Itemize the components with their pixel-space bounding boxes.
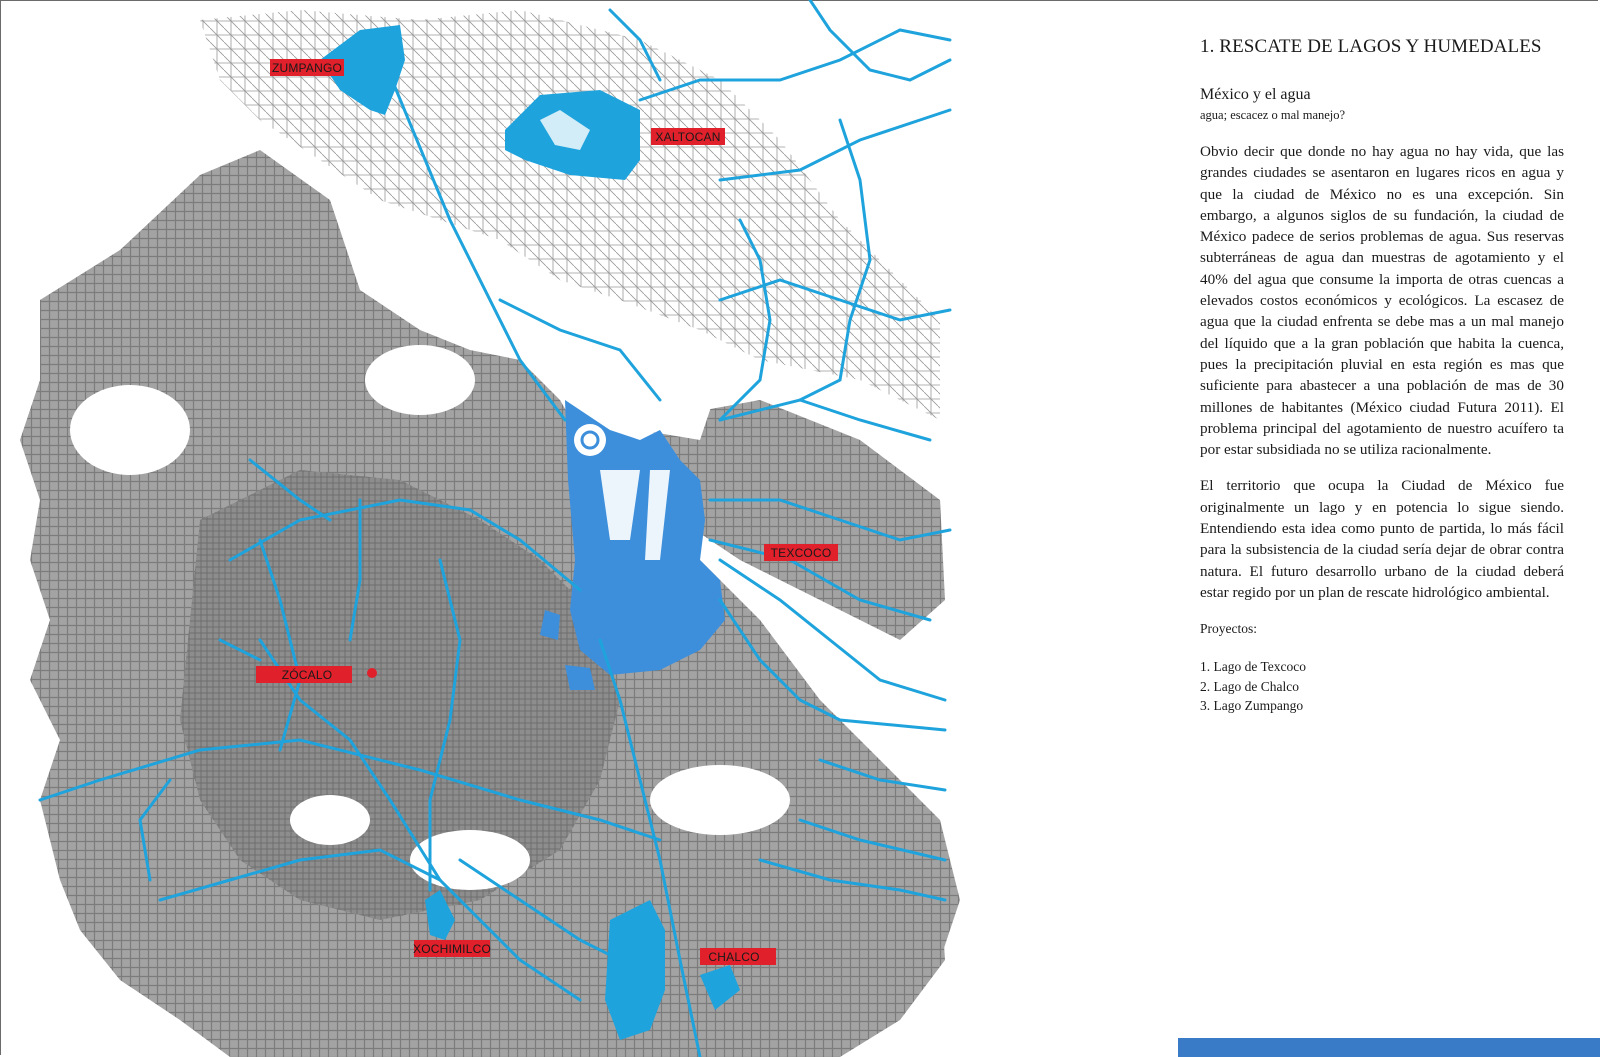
svg-text:ZÓCALO: ZÓCALO	[281, 668, 333, 682]
map-label-zumpango	[270, 59, 344, 76]
map-label-xochimilco	[413, 940, 491, 957]
article-question: agua; escacez o mal manejo?	[1200, 108, 1346, 122]
project-item: 3. Lago Zumpango	[1200, 698, 1304, 714]
open-space	[70, 385, 190, 475]
project-item: 2. Lago de Chalco	[1200, 678, 1299, 694]
section-title: 1. RESCATE DE LAGOS Y HUMEDALES	[1200, 36, 1542, 57]
open-space	[290, 795, 370, 845]
map-label-chalco	[700, 948, 776, 965]
accent-bar	[1178, 1038, 1600, 1057]
texcoco-roundabout	[574, 424, 606, 456]
svg-text:XALTOCAN: XALTOCAN	[655, 130, 721, 144]
red-dot-icon	[367, 668, 377, 678]
map-label-texcoco	[764, 544, 838, 561]
article-panel	[1200, 36, 1564, 716]
body-paragraph-1: Obvio decir que donde no hay agua no hay vida, que las grandes ciudades se asentaron en lugares ricos en agua y que la ciudad de México no es una excepción. Sin embargo, a algunos siglos de su fundación, la ciudad de México padece de serios problemas de agua. Sus reservas subterráneas de agua dan muestras de agotamiento y el 40% del agua que consume la importa de otras cuencas a elevados costos económicos y ecológicos. La escasez de agua que la ciudad enfrenta se debe mas a un mal manejo del líquido que a la gran población que habita la cuenca, pues la precipitación pluvial en esta región es mas que suficiente para abastecer a una población de mas de 30 millones de habitantes (México ciudad Futura 2011). El problema principal del agotamiento de nuestro acuífero ta por estar subsidiada no se utiliza racionalmente.	[1200, 143, 1564, 459]
svg-text:TEXCOCO: TEXCOCO	[770, 546, 832, 560]
project-list	[1200, 657, 1564, 716]
project-item: 1. Lago de Texcoco	[1200, 659, 1307, 675]
svg-text:XOCHIMILCO: XOCHIMILCO	[412, 942, 492, 956]
open-space	[650, 765, 790, 835]
svg-text:ZUMPANGO: ZUMPANGO	[271, 61, 343, 75]
article-subtitle: México y el agua	[1200, 86, 1311, 103]
map-label-zocalo	[256, 666, 352, 683]
projects-heading: Proyectos:	[1200, 621, 1257, 637]
open-space	[365, 345, 475, 415]
body-paragraph-2: El territorio que ocupa la Ciudad de México fue originalmente un lago y en potencia lo sigue siendo. Entendiendo esta idea como punto de partida, lo más fácil para la subsistencia de la ciudad sería dejar de obrar contra natura. El futuro desarrollo urbano de la ciudad deberá estar regido por un plan de rescate hidrológico ambiental.	[1200, 477, 1564, 601]
map-label-xaltocan	[651, 128, 725, 145]
svg-text:CHALCO: CHALCO	[708, 950, 760, 964]
